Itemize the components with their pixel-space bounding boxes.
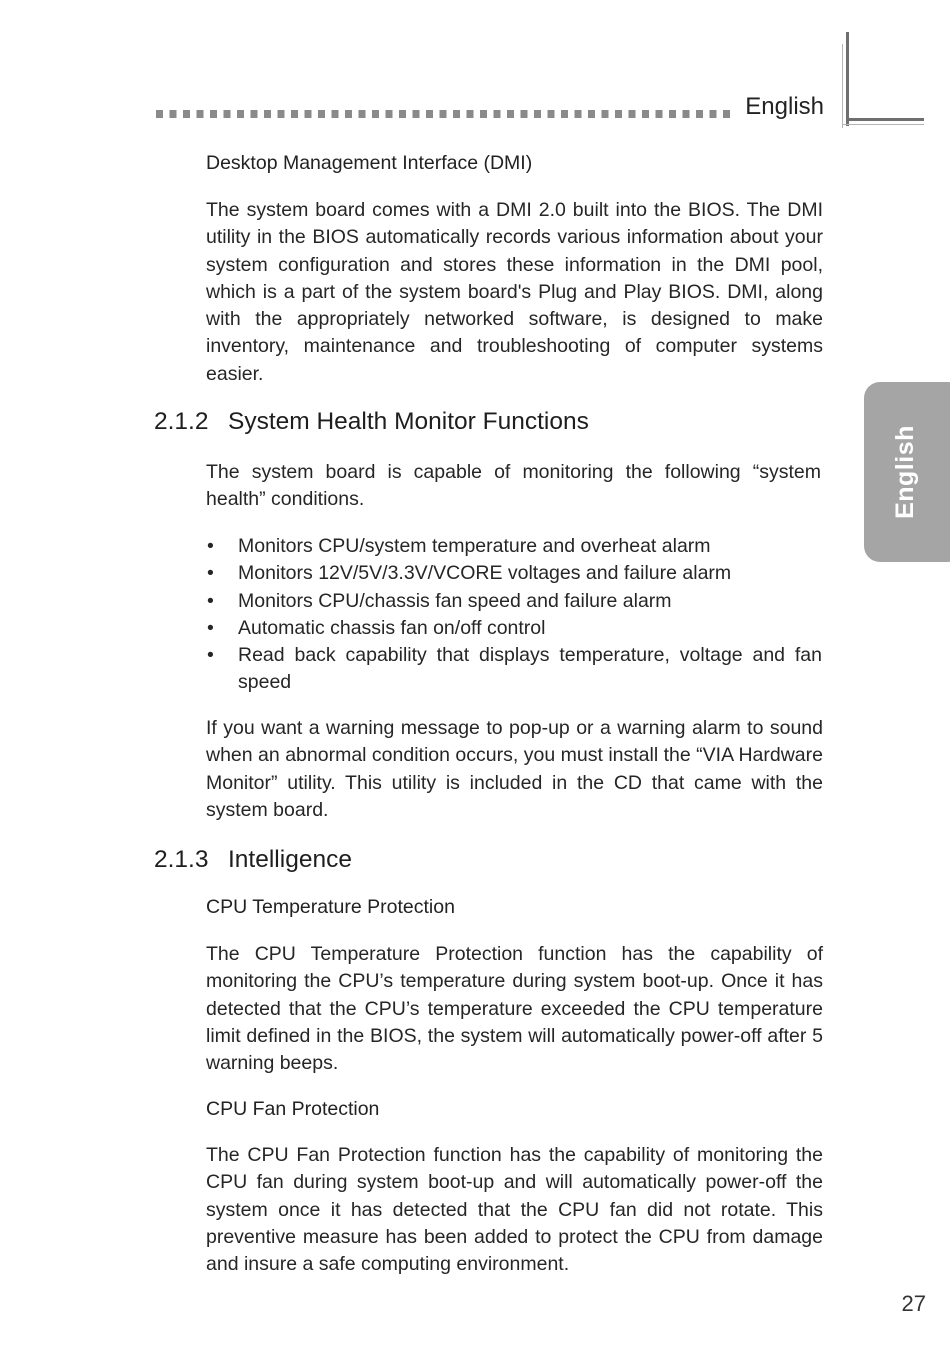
- bullet-icon: •: [207, 644, 214, 667]
- section-heading-2-1-3: [154, 845, 824, 875]
- dmi-paragraph: The system board comes with a DMI 2.0 built into the BIOS. The DMI utility in the BIOS automatically records various information about your system configuration and stores these information in the DMI pool, which is a part of the system board's Plug and Play BIOS. DMI, along with the appropriately networked software, is designed to make inventory, maintenance and troubleshooting of computer systems easier.: [206, 199, 823, 385]
- section-title: System Health Monitor Functions: [228, 408, 589, 435]
- health-outro-paragraph: If you want a warning message to pop-up or a warning alarm to sound when an abnormal condition occurs, you must install the “VIA Hardware Monitor” utility. This utility is included in the CD that came with the system board.: [206, 717, 823, 821]
- bullet-icon: •: [207, 589, 214, 612]
- list-item: • Monitors 12V/5V/3.3V/VCORE voltages and failure alarm: [206, 560, 822, 587]
- list-item: • Monitors CPU/chassis fan speed and failure alarm: [206, 588, 822, 615]
- bullet-icon: •: [207, 535, 214, 557]
- cpu-temp-paragraph: The CPU Temperature Protection function has the capability of monitoring the CPU’s temperature during system boot-up. Once it has detected that the CPU’s temperature exceeded the CPU temperature limit defined in the BIOS, the system will automatically power-off after 5 warning beeps.: [206, 943, 823, 1075]
- header-dotted-rule: [156, 110, 734, 118]
- bullet-icon: •: [207, 562, 214, 585]
- health-intro-paragraph: The system board is capable of monitoring the following “system health” conditions.: [206, 461, 821, 511]
- cpu-fan-subheading: CPU Fan Protection: [206, 1098, 380, 1120]
- section-title: Intelligence: [228, 846, 352, 873]
- list-item: • Read back capability that displays temperature, voltage and fan speed: [207, 644, 822, 694]
- section-number: 2.1.2: [154, 408, 209, 435]
- dmi-subheading: Desktop Management Interface (DMI): [206, 152, 533, 174]
- page-number: 27: [901, 1291, 926, 1316]
- corner-mark-vertical-shadow: [842, 44, 843, 128]
- list-item: • Monitors CPU/system temperature and overheat alarm: [206, 533, 822, 560]
- corner-mark-vertical: [846, 32, 849, 126]
- cpu-temp-subheading: CPU Temperature Protection: [206, 896, 455, 918]
- section-heading-2-1-2: [154, 407, 824, 437]
- health-bullet-list: [206, 533, 822, 697]
- bullet-icon: •: [207, 616, 214, 639]
- corner-mark-horizontal: [846, 118, 924, 121]
- cpu-fan-paragraph: The CPU Fan Protection function has the capability of monitoring the CPU fan during system boot-up and will automatically power-off the system once it has detected that the CPU fan did not rotate. This preventive measure has been added to protect the CPU from damage and insure a safe computing environment.: [206, 1144, 823, 1276]
- section-number: 2.1.3: [154, 846, 209, 873]
- list-item: • Automatic chassis fan on/off control: [206, 615, 822, 642]
- corner-mark-horizontal-shadow: [842, 124, 924, 125]
- side-language-tab-label: English: [891, 425, 919, 519]
- header-language-label: English: [745, 93, 824, 120]
